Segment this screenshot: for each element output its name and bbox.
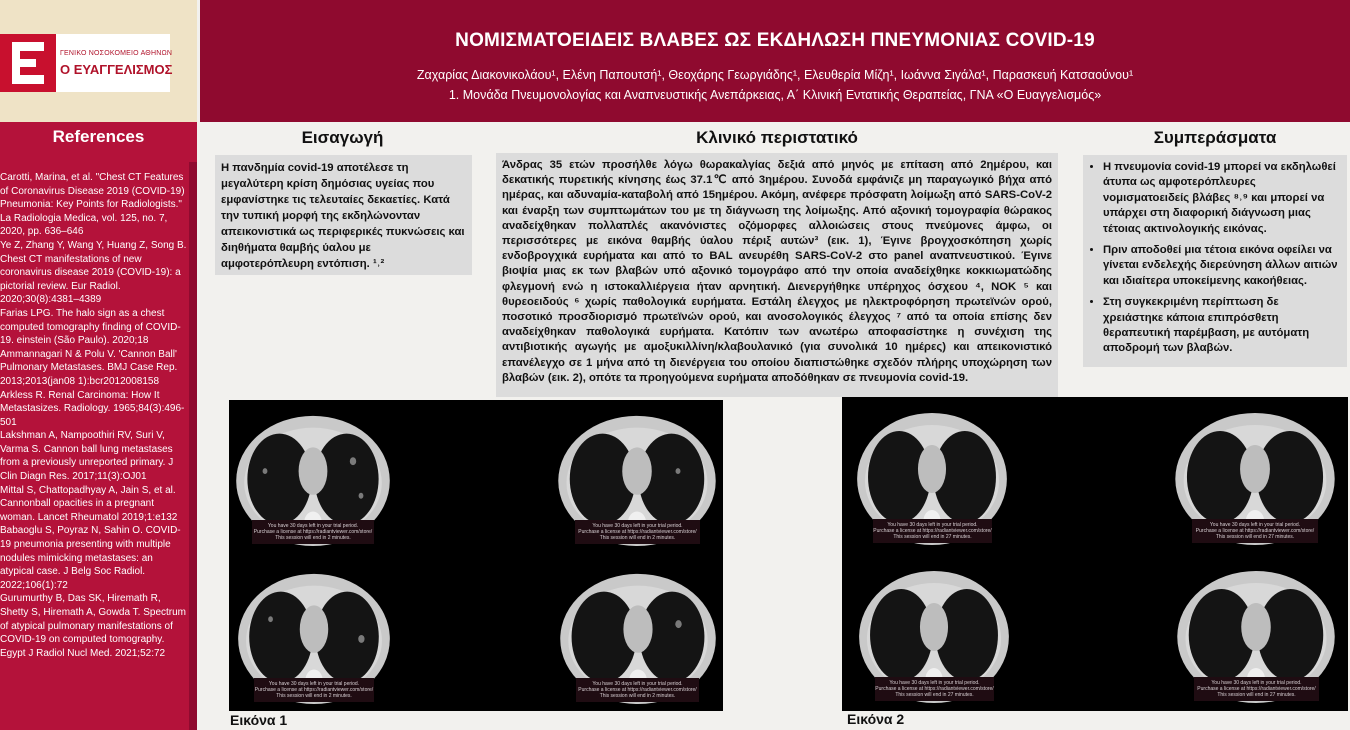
conclusions-box	[1083, 155, 1347, 367]
reference-item: Ye Z, Zhang Y, Wang Y, Huang Z, Song B. Chest CT manifestations of new coronavirus disease 2019 (COVID-19): a pictorial review. Eur Radiol. 2020;30(8):4381–4389	[0, 239, 187, 306]
conclusions-title: Συμπεράσματα	[1153, 128, 1277, 147]
conclusion-item: • Πριν αποδοθεί μια τέτοια εικόνα οφείλει να γίνεται ενδελεχής διερεύνηση άλλων αιτιών και ιδιαίτερα υποκείμενης κακοήθειας.	[1103, 243, 1341, 289]
poster-title: ΝΟΜΙΣΜΑΤΟΕΙΔΕΙΣ ΒΛΑΒΕΣ ΩΣ ΕΚΔΗΛΩΣΗ ΠΝΕΥΜΟΝΙΑΣ COVID-19	[455, 30, 1095, 51]
reference-item: Mittal S, Chattopadhyay A, Jain S, et al. Cannonball opacities in a pregnant woman. Lancet Rheumatol 2019;1:e132	[0, 484, 178, 523]
hospital-logo-area	[0, 0, 197, 122]
trial-watermark: You have 30 days left in your trial period. Purchase a license at https://radiantviewer.com/store/ This session will end in 27 minutes.	[1192, 519, 1318, 543]
case-title: Κλινικό περιστατικό	[696, 128, 858, 147]
poster-authors: Ζαχαρίας Διακονικολάου¹, Ελένη Παπουτσή¹, Θεοχάρης Γεωργιάδης¹, Ελευθερία Μίζη¹, Ιωάννα Σιγάλα¹, Παρασκευή Κατσαούνου¹	[416, 68, 1134, 82]
figure-1-caption: Εικόνα 1	[230, 712, 288, 728]
trial-watermark: You have 30 days left in your trial period. Purchase a license at https://radiantviewer.com/store/ This session will end in 27 minutes.	[875, 677, 994, 701]
hospital-logo	[0, 34, 173, 92]
conclusion-item: • Η πνευμονία covid-19 μπορεί να εκδηλωθεί άτυπα ως αμφοτερόπλευρες νομισματοειδείς βλάβες ⁸˒⁹ και μπορεί να υπάρχει στη διαφορική διάγνωση μιας τέτοιας ακτινολογικής εικόνας.	[1103, 160, 1341, 237]
references-title: References	[52, 127, 145, 146]
reference-item: Carotti, Marina, et al. "Chest CT Features of Coronavirus Disease 2019 (COVID-19) Pneumonia: Key Points for Radiologists." La Radiologia Medica, vol. 125, no. 7, 2020, pp. 636–646	[0, 172, 185, 238]
trial-watermark: You have 30 days left in your trial period. Purchase a license at https://radiantviewer.com/store/ This session will end in 27 minutes.	[1194, 677, 1319, 701]
references-list	[0, 171, 187, 660]
reference-item: Arkless R. Renal Carcinoma: How It Metastasizes. Radiology. 1965;84(3):496-501	[0, 389, 185, 428]
reference-item: Lakshman A, Nampoothiri RV, Suri V, Varma S. Cannon ball lung metastases from a previously unreported primary. J Clin Diagn Res. 2017;11(3):OJ01	[0, 430, 174, 483]
case-text: Άνδρας 35 ετών προσήλθε λόγω θωρακαλγίας δεξιά από μηνός με επίταση από 2ημέρου, και δεκατικής πυρετικής κίνησης έως 37.1℃ από 3ημέρου. Συνοδά εμφάνιζε μη παραγωγικό βήχα από ημέρας, και αδυναμία-καταβολή από 15ημέρου. Ακόμη, ανέφερε πρόσφατη λοίμωξη από SARS-CoV-2 και έναρξη των συμπτωμάτων του με τη διάγνωση της λοίμωξης. Από αξονική τομογραφία θώρακος αναδείχθηκαν πολλαπλές ακανόνιστες οζόμορφες αλλοιώσεις στους πνεύμονες άμφω, οι περισσότερες με εικόνα θαμβής ύαλου πέριξ αυτών³ (εικ. 1), Έγινε βρογχοσκόπηση χωρίς ενδοβρογχικά ευρήματα και από το BAL ανευρέθη SARS-CoV-2 στο panel αναπνευστικού. Έγινε βιοψία μιας εκ των βλαβών υπό αξονικό τομογράφο από την οποία αναδείχθηκε κοκκιωματώδης φλεγμονή ενώ η ιστοκαλλιέργεια ήταν αρνητική. Διενεργήθηκε υπέρηχος όσχεου ⁴, ΝΟΚ ⁵ και θυρεοειδούς ⁶ χωρίς παθολογικά ευρήματα. Εστάλη έλεγχος με ηλεκτροφόρηση πρωτεϊνών ορού, ποσοτικό προσδιορισμό πρωτεϊνών ορού, και ανοσολογικός έλεγχος ⁷ από τα οποία επίσης δεν αναδείχθηκαν παθολογικά ευρήματα. Κατόπιν των ανωτέρω αποφασίστηκε η συνέχιση της αντιβιοτικής αγωγής με αμοξυκιλλίνη/κλαβουλανικό (για συνολικά 10 ημέρες) και απεικονιστικό επανέλεγχο σε 1 μήνα από τη διενέργεια του οποίου διαπιστώθηκε σχεδόν πλήρης υποχώρηση των βλαβών (εικ. 2), οπότε τα προηγούμενα ευρήματα αποδόθηκαν σε πνευμονία covid-19.	[496, 153, 1058, 397]
ct-scan-image	[233, 402, 393, 550]
reference-item: Gurumurthy B, Das SK, Hiremath R, Shetty S, Hiremath A, Gowda T. Spectrum of atypical pulmonary manifestations of COVID-19 on computed tomography. Egypt J Radiol Nucl Med. 2021;52:72	[0, 593, 187, 659]
reference-item: Ammannagari N & Polu V. 'Cannon Ball' Pulmonary Metastases. BMJ Case Rep. 2013;2013(jan08 1):bcr2012008158	[0, 348, 178, 387]
intro-title: Εισαγωγή	[301, 128, 384, 147]
logo-hospital-brand: Ο ΕΥΑΓΓΕΛΙΣΜΟΣ	[60, 62, 173, 77]
reference-item: Farias LPG. The halo sign as a chest computed tomography finding of COVID-19. einstein (São Paulo). 2020;18	[0, 307, 181, 347]
ct-scan-image	[235, 560, 393, 708]
conclusion-item: • Στη συγκεκριμένη περίπτωση δε χρειάστηκε κάποια επιπρόσθετη θεραπευτική παρέμβαση, με αυτόματη αποδρομή των βλαβών.	[1103, 295, 1341, 357]
ct-scan-image	[557, 560, 719, 708]
trial-watermark: You have 30 days left in your trial period. Purchase a license at https://radiantviewer.com/store/ This session will end in 2 minutes.	[254, 678, 374, 702]
intro-text: Η πανδημία covid-19 αποτέλεσε τη μεγαλύτερη κρίση δημόσιας υγείας που εμφανίστηκε τις τελευταίες δεκαετίες. Κατά την τυπική μορφή της εκδηλώνονταν απεικονιστικά ως περιφερικές πυκνώσεις και διηθήματα θαμβής ύαλου με αμφοτερόπλευρη εντόπιση. ¹˒²	[215, 155, 472, 275]
ct-scan-image	[854, 399, 1010, 549]
conclusions-list	[1085, 160, 1341, 357]
poster-affiliation: 1. Μονάδα Πνευμονολογίας και Αναπνευστικής Ανεπάρκειας, Α΄ Κλινική Εντατικής Θεραπείας, ΓΝΑ «Ο Ευαγγελισμός»	[448, 88, 1102, 102]
ct-scan-image	[856, 557, 1012, 707]
trial-watermark: You have 30 days left in your trial period. Purchase a license at https://radiantviewer.com/store/ This session will end in 27 minutes.	[873, 519, 992, 543]
hospital-emblem-icon	[0, 34, 56, 92]
references-accent-strip	[189, 162, 197, 730]
logo-hospital-name: ΓΕΝΙΚΟ ΝΟΣΟΚΟΜΕΙΟ ΑΘΗΝΩΝ	[60, 50, 173, 57]
trial-watermark: You have 30 days left in your trial period. Purchase a license at https://radiantviewer.com/store/ This session will end in 2 minutes.	[252, 520, 374, 544]
ct-scan-image	[1174, 557, 1338, 707]
poster-header	[200, 0, 1350, 122]
reference-item: Babaoglu S, Poyraz N, Sahin O. COVID-19 pneumonia presenting with multiple nodules mimicking metastases: an atypical case. J Belg Soc Radiol. 2022;106(1):72	[0, 525, 181, 591]
ct-figure-2	[842, 397, 1348, 711]
trial-watermark: You have 30 days left in your trial period. Purchase a license at https://radiantviewer.com/store/ This session will end in 2 minutes.	[576, 678, 699, 702]
references-sidebar	[0, 122, 197, 730]
trial-watermark: You have 30 days left in your trial period. Purchase a license at https://radiantviewer.com/store/ This session will end in 2 minutes.	[575, 520, 700, 544]
ct-scan-image	[1172, 399, 1338, 549]
ct-figure-1	[229, 400, 723, 711]
figure-2-caption: Εικόνα 2	[847, 711, 905, 727]
ct-scan-image	[555, 402, 719, 550]
